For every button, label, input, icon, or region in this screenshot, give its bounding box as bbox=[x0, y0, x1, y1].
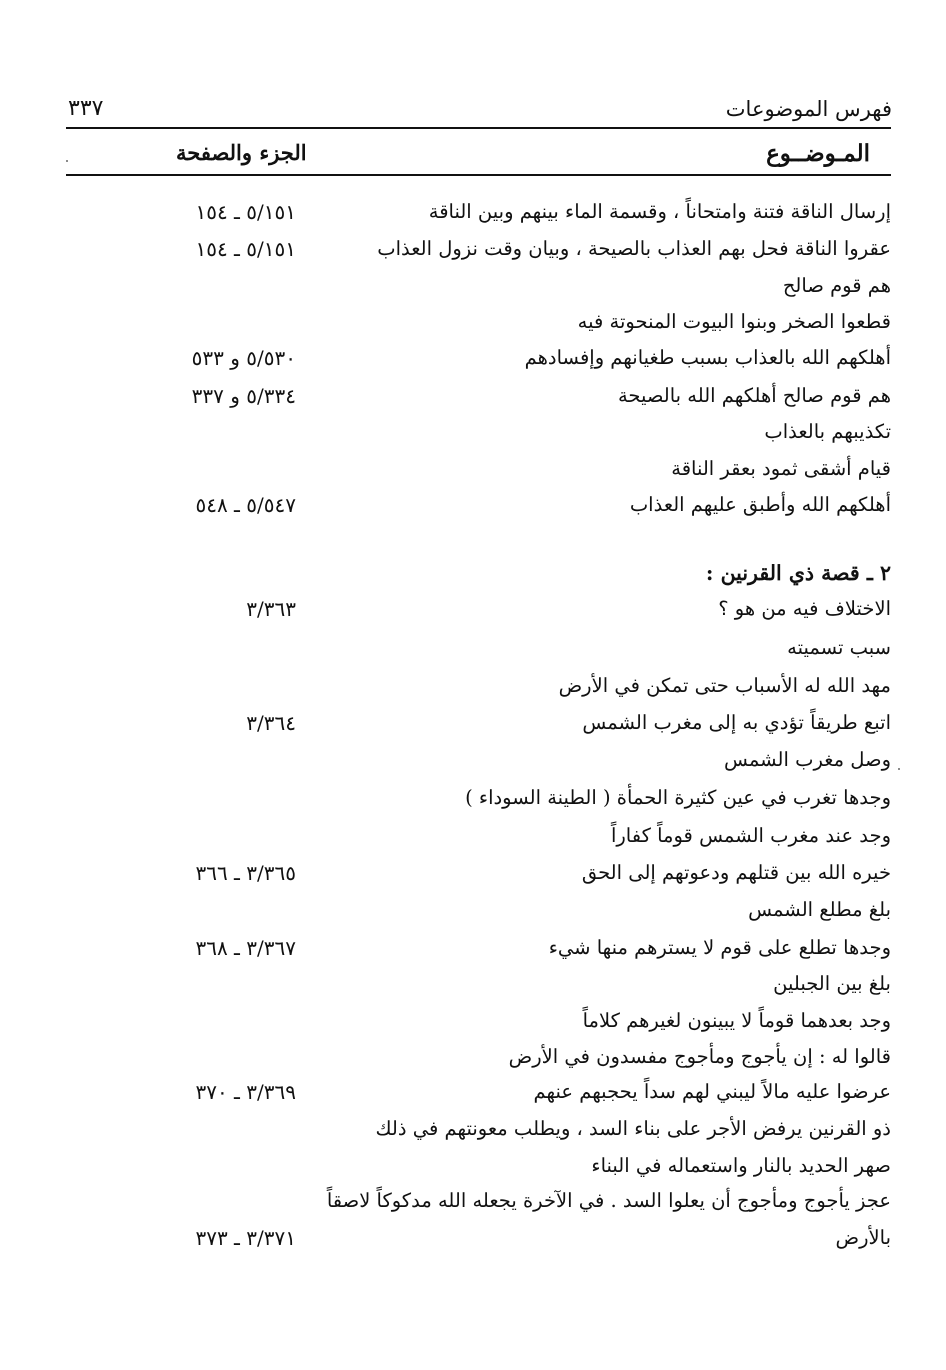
index-row bbox=[0, 705, 946, 741]
entry-topic: بلغ مطلع الشمس bbox=[748, 898, 891, 921]
page-number: ٣٣٧ bbox=[68, 96, 104, 121]
entry-topic: أهلكهم الله وأطبق عليهم العذاب bbox=[629, 493, 891, 516]
entry-volume-page: ٣/٣٧١ ـ ٣٧٣ bbox=[195, 1226, 296, 1250]
index-row bbox=[0, 487, 946, 523]
running-title: فهرس الموضوعات bbox=[725, 97, 892, 121]
index-row bbox=[0, 1003, 946, 1039]
entry-volume-page: ٥/١٥١ ـ ١٥٤ bbox=[195, 200, 296, 224]
header-rule bbox=[66, 127, 891, 129]
entry-topic: أهلكهم الله بالعذاب بسبب طغيانهم وإفسادهم bbox=[524, 346, 891, 369]
index-row bbox=[0, 1039, 946, 1075]
entry-topic: مهد الله له الأسباب حتى تمكن في الأرض bbox=[558, 674, 891, 697]
section-heading-row bbox=[0, 555, 946, 591]
entry-topic: قطعوا الصخر وبنوا البيوت المنحوتة فيه bbox=[577, 310, 891, 333]
index-row bbox=[0, 1220, 946, 1256]
entry-topic: الاختلاف فيه من هو ؟ bbox=[718, 597, 891, 620]
entry-topic: تكذيبهم بالعذاب bbox=[764, 420, 891, 443]
entry-topic: عرضوا عليه مالاً ليبني لهم سداً يحجبهم عنهم bbox=[533, 1080, 891, 1103]
entry-topic: عقروا الناقة فحل بهم العذاب بالصيحة ، وبيان وقت نزول العذاب bbox=[377, 237, 891, 260]
entry-topic: وجدها تطلع على قوم لا يسترهم منها شيء bbox=[548, 936, 891, 959]
index-row bbox=[0, 194, 946, 230]
entry-volume-page: ٥/٥٤٧ ـ ٥٤٨ bbox=[195, 493, 296, 517]
index-row bbox=[0, 855, 946, 891]
index-row bbox=[0, 780, 946, 816]
print-speck bbox=[898, 768, 900, 770]
index-row bbox=[0, 818, 946, 854]
index-row bbox=[0, 892, 946, 928]
entry-volume-page: ٥/٣٣٤ و ٣٣٧ bbox=[191, 384, 296, 408]
index-row bbox=[0, 1074, 946, 1110]
index-row bbox=[0, 930, 946, 966]
index-row bbox=[0, 1148, 946, 1184]
index-row bbox=[0, 1111, 946, 1147]
entry-topic: وصل مغرب الشمس bbox=[724, 748, 891, 771]
entry-volume-page: ٣/٣٦٤ bbox=[246, 711, 296, 735]
entry-topic: بالأرض bbox=[835, 1226, 891, 1249]
index-row bbox=[0, 231, 946, 267]
entry-topic: ذو القرنين يرفض الأجر على بناء السد ، ويطلب معونتهم في ذلك bbox=[375, 1117, 891, 1140]
entry-topic: هم قوم صالح bbox=[782, 274, 891, 297]
index-row bbox=[0, 414, 946, 450]
column-header-topic: المـوضــوع bbox=[766, 140, 870, 167]
entry-topic: هم قوم صالح أهلكهم الله بالصيحة bbox=[617, 384, 891, 407]
index-row bbox=[0, 742, 946, 778]
entry-topic: وجد بعدهما قوماً لا يبينون لغيرهم كلاماً bbox=[582, 1009, 891, 1032]
entry-topic: بلغ بين الجبلين bbox=[773, 972, 891, 995]
index-row bbox=[0, 591, 946, 627]
index-row bbox=[0, 630, 946, 666]
entry-volume-page: ٣/٣٦٥ ـ ٣٦٦ bbox=[195, 861, 296, 885]
section-heading: ٢ ـ قصة ذي القرنين : bbox=[705, 561, 891, 585]
index-row bbox=[0, 378, 946, 414]
entry-topic: وجد عند مغرب الشمس قوماً كفاراً bbox=[610, 824, 891, 847]
entry-topic: قالوا له : إن يأجوج ومأجوج مفسدون في الأرض bbox=[508, 1045, 891, 1068]
index-row bbox=[0, 451, 946, 487]
column-header-rule bbox=[66, 174, 891, 176]
print-speck bbox=[66, 160, 68, 162]
entry-volume-page: ٣/٣٦٣ bbox=[246, 597, 296, 621]
entry-topic: وجدها تغرب في عين كثيرة الحمأة ( الطينة السوداء ) bbox=[465, 786, 891, 809]
entry-topic: اتبع طريقاً تؤدي به إلى مغرب الشمس bbox=[582, 711, 891, 734]
entry-topic: خيره الله بين قتلهم ودعوتهم إلى الحق bbox=[581, 861, 891, 884]
entry-volume-page: ٥/٥٣٠ و ٥٣٣ bbox=[191, 346, 296, 370]
entry-volume-page: ٣/٣٦٩ ـ ٣٧٠ bbox=[195, 1080, 296, 1104]
index-row bbox=[0, 668, 946, 704]
entry-volume-page: ٥/١٥١ ـ ١٥٤ bbox=[195, 237, 296, 261]
column-header-volume-page: الجزء والصفحة bbox=[176, 140, 307, 165]
entry-topic: صهر الحديد بالنار واستعماله في البناء bbox=[591, 1154, 891, 1177]
index-row bbox=[0, 966, 946, 1002]
index-row bbox=[0, 304, 946, 340]
entry-topic: عجز يأجوج ومأجوج أن يعلوا السد . في الآخرة يجعله الله مدكوكاً لاصقاً bbox=[326, 1189, 891, 1212]
index-row bbox=[0, 1183, 946, 1219]
index-row bbox=[0, 340, 946, 376]
index-row bbox=[0, 268, 946, 304]
entry-topic: سبب تسميته bbox=[787, 636, 891, 659]
entry-topic: إرسال الناقة فتنة وامتحاناً ، وقسمة الماء بينهم وبين الناقة bbox=[428, 200, 891, 223]
entry-topic: قيام أشقى ثمود بعقر الناقة bbox=[671, 457, 891, 480]
entry-volume-page: ٣/٣٦٧ ـ ٣٦٨ bbox=[195, 936, 296, 960]
